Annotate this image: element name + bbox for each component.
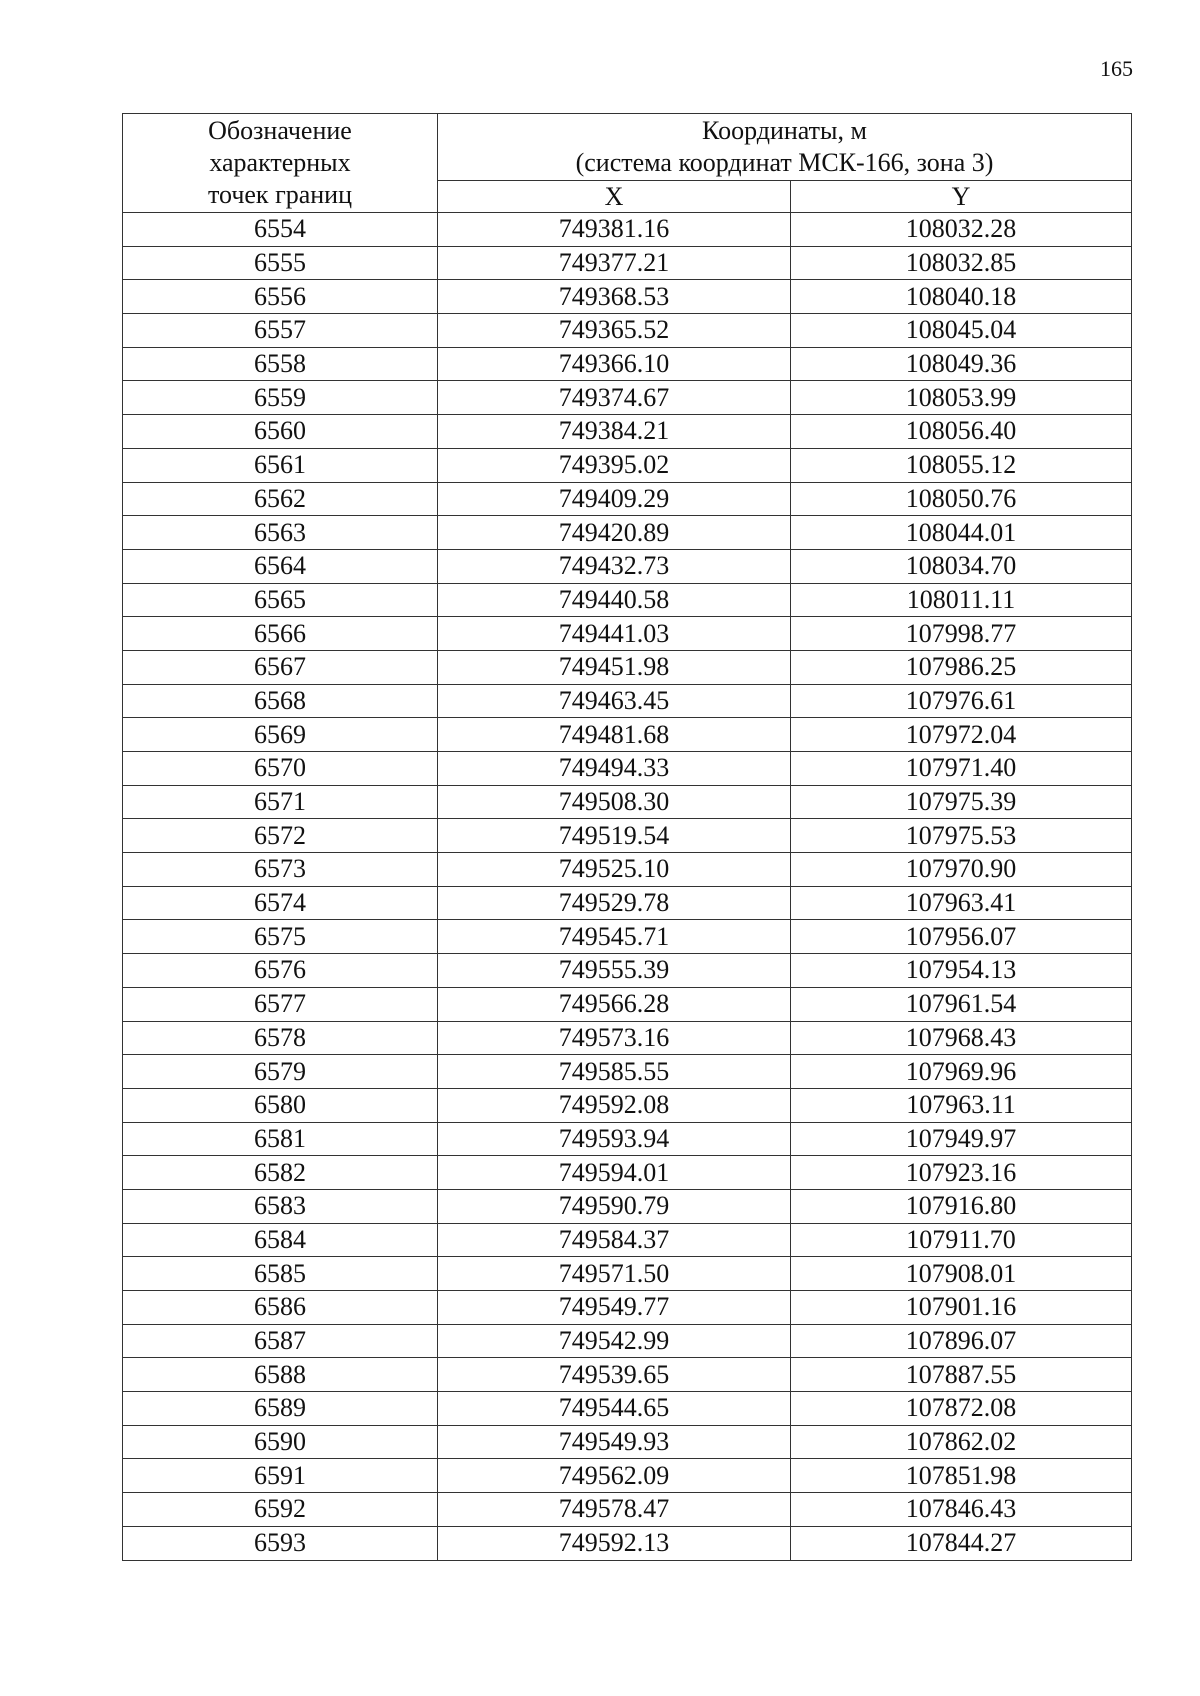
x-coordinate-cell: 749571.50 bbox=[438, 1257, 791, 1291]
x-coordinate-cell: 749549.77 bbox=[438, 1291, 791, 1325]
point-cell: 6580 bbox=[123, 1088, 438, 1122]
y-coordinate-cell: 107975.39 bbox=[791, 785, 1132, 819]
table-row bbox=[123, 987, 1132, 1021]
x-coordinate-cell: 749545.71 bbox=[438, 920, 791, 954]
y-coordinate-cell: 107986.25 bbox=[791, 650, 1132, 684]
table-row bbox=[123, 920, 1132, 954]
point-cell: 6564 bbox=[123, 549, 438, 583]
table-row bbox=[123, 785, 1132, 819]
y-coordinate-cell: 107961.54 bbox=[791, 987, 1132, 1021]
y-coordinate-cell: 107916.80 bbox=[791, 1189, 1132, 1223]
table-row bbox=[123, 1459, 1132, 1493]
table-row bbox=[123, 516, 1132, 550]
y-coordinate-cell: 107844.27 bbox=[791, 1526, 1132, 1560]
point-cell: 6573 bbox=[123, 853, 438, 887]
y-coordinate-cell: 108011.11 bbox=[791, 583, 1132, 617]
y-coordinate-cell: 107963.11 bbox=[791, 1088, 1132, 1122]
table-row bbox=[123, 1493, 1132, 1527]
point-cell: 6568 bbox=[123, 684, 438, 718]
designation-header-line: точек границ bbox=[207, 180, 353, 209]
x-coordinate-cell: 749585.55 bbox=[438, 1055, 791, 1089]
point-cell: 6569 bbox=[123, 718, 438, 752]
point-cell: 6585 bbox=[123, 1257, 438, 1291]
x-coordinate-cell: 749381.16 bbox=[438, 213, 791, 247]
point-cell: 6570 bbox=[123, 752, 438, 786]
table-row bbox=[123, 1526, 1132, 1560]
coordinates-header bbox=[438, 114, 1132, 181]
y-coordinate-cell: 108034.70 bbox=[791, 549, 1132, 583]
x-coordinate-cell: 749384.21 bbox=[438, 415, 791, 449]
y-coordinate-cell: 107976.61 bbox=[791, 684, 1132, 718]
y-coordinate-cell: 107998.77 bbox=[791, 617, 1132, 651]
table-row bbox=[123, 1324, 1132, 1358]
point-cell: 6593 bbox=[123, 1526, 438, 1560]
y-coordinate-cell: 108050.76 bbox=[791, 482, 1132, 516]
page-number: 165 bbox=[1100, 56, 1133, 81]
designation-header-line: Обозначение bbox=[208, 116, 352, 145]
x-coordinate-cell: 749578.47 bbox=[438, 1493, 791, 1527]
point-cell: 6577 bbox=[123, 987, 438, 1021]
x-coordinate-cell: 749368.53 bbox=[438, 280, 791, 314]
table-row bbox=[123, 482, 1132, 516]
y-coordinate-cell: 107972.04 bbox=[791, 718, 1132, 752]
table-row bbox=[123, 650, 1132, 684]
x-coordinate-cell: 749409.29 bbox=[438, 482, 791, 516]
point-cell: 6589 bbox=[123, 1392, 438, 1426]
y-coordinate-cell: 107887.55 bbox=[791, 1358, 1132, 1392]
table-row bbox=[123, 583, 1132, 617]
x-coordinate-cell: 749592.08 bbox=[438, 1088, 791, 1122]
point-cell: 6561 bbox=[123, 448, 438, 482]
x-coordinate-cell: 749529.78 bbox=[438, 886, 791, 920]
y-coordinate-cell: 107968.43 bbox=[791, 1021, 1132, 1055]
table-row bbox=[123, 1257, 1132, 1291]
point-cell: 6582 bbox=[123, 1156, 438, 1190]
y-coordinate-cell: 107901.16 bbox=[791, 1291, 1132, 1325]
table-row bbox=[123, 1189, 1132, 1223]
point-cell: 6583 bbox=[123, 1189, 438, 1223]
y-coordinate-cell: 108053.99 bbox=[791, 381, 1132, 415]
y-coordinate-cell: 107971.40 bbox=[791, 752, 1132, 786]
y-coordinate-cell: 108056.40 bbox=[791, 415, 1132, 449]
y-coordinate-cell: 107949.97 bbox=[791, 1122, 1132, 1156]
x-coordinate-cell: 749374.67 bbox=[438, 381, 791, 415]
x-coordinate-cell: 749365.52 bbox=[438, 314, 791, 348]
y-coordinate-cell: 108032.85 bbox=[791, 246, 1132, 280]
y-coordinate-cell: 107970.90 bbox=[791, 853, 1132, 887]
x-coordinate-cell: 749481.68 bbox=[438, 718, 791, 752]
point-cell: 6565 bbox=[123, 583, 438, 617]
y-coordinate-cell: 107862.02 bbox=[791, 1425, 1132, 1459]
point-cell: 6556 bbox=[123, 280, 438, 314]
x-coordinate-cell: 749593.94 bbox=[438, 1122, 791, 1156]
x-coordinate-cell: 749441.03 bbox=[438, 617, 791, 651]
y-coordinate-cell: 107954.13 bbox=[791, 954, 1132, 988]
y-coordinate-cell: 107908.01 bbox=[791, 1257, 1132, 1291]
point-cell: 6579 bbox=[123, 1055, 438, 1089]
y-coordinate-cell: 107956.07 bbox=[791, 920, 1132, 954]
x-coordinate-cell: 749395.02 bbox=[438, 448, 791, 482]
x-coordinate-cell: 749366.10 bbox=[438, 347, 791, 381]
table-row bbox=[123, 347, 1132, 381]
table-row bbox=[123, 752, 1132, 786]
x-coordinate-cell: 749590.79 bbox=[438, 1189, 791, 1223]
point-cell: 6574 bbox=[123, 886, 438, 920]
x-coordinate-cell: 749508.30 bbox=[438, 785, 791, 819]
table-row bbox=[123, 1358, 1132, 1392]
y-coordinate-cell: 107846.43 bbox=[791, 1493, 1132, 1527]
point-cell: 6554 bbox=[123, 213, 438, 247]
x-coordinate-cell: 749549.93 bbox=[438, 1425, 791, 1459]
x-coordinate-cell: 749539.65 bbox=[438, 1358, 791, 1392]
x-coordinate-cell: 749494.33 bbox=[438, 752, 791, 786]
point-cell: 6560 bbox=[123, 415, 438, 449]
coordinates-table bbox=[122, 113, 1132, 1561]
x-coordinate-cell: 749555.39 bbox=[438, 954, 791, 988]
x-coordinate-cell: 749432.73 bbox=[438, 549, 791, 583]
table-row bbox=[123, 1122, 1132, 1156]
y-coordinate-cell: 108045.04 bbox=[791, 314, 1132, 348]
x-coordinate-cell: 749440.58 bbox=[438, 583, 791, 617]
point-cell: 6584 bbox=[123, 1223, 438, 1257]
y-column-header: Y bbox=[791, 181, 1132, 213]
x-coordinate-cell: 749566.28 bbox=[438, 987, 791, 1021]
y-coordinate-cell: 107975.53 bbox=[791, 819, 1132, 853]
coordinates-header-line: Координаты, м bbox=[702, 116, 867, 145]
table-row bbox=[123, 549, 1132, 583]
table-row bbox=[123, 246, 1132, 280]
x-coordinate-cell: 749573.16 bbox=[438, 1021, 791, 1055]
table-row bbox=[123, 1425, 1132, 1459]
designation-header-line: характерных bbox=[209, 148, 351, 177]
x-coordinate-cell: 749451.98 bbox=[438, 650, 791, 684]
y-coordinate-cell: 108055.12 bbox=[791, 448, 1132, 482]
table-row bbox=[123, 415, 1132, 449]
point-cell: 6557 bbox=[123, 314, 438, 348]
y-coordinate-cell: 107911.70 bbox=[791, 1223, 1132, 1257]
table-body bbox=[123, 213, 1132, 1561]
point-cell: 6578 bbox=[123, 1021, 438, 1055]
y-coordinate-cell: 107851.98 bbox=[791, 1459, 1132, 1493]
designation-header bbox=[123, 114, 438, 213]
point-cell: 6586 bbox=[123, 1291, 438, 1325]
table-row bbox=[123, 1291, 1132, 1325]
table-row bbox=[123, 1223, 1132, 1257]
table-row bbox=[123, 886, 1132, 920]
y-coordinate-cell: 108040.18 bbox=[791, 280, 1132, 314]
x-coordinate-cell: 749519.54 bbox=[438, 819, 791, 853]
table-row bbox=[123, 381, 1132, 415]
x-coordinate-cell: 749420.89 bbox=[438, 516, 791, 550]
point-cell: 6571 bbox=[123, 785, 438, 819]
y-coordinate-cell: 107969.96 bbox=[791, 1055, 1132, 1089]
table-row bbox=[123, 1021, 1132, 1055]
table-header bbox=[123, 114, 1132, 213]
y-coordinate-cell: 108044.01 bbox=[791, 516, 1132, 550]
table-row bbox=[123, 213, 1132, 247]
x-column-header: X bbox=[438, 181, 791, 213]
table-row bbox=[123, 954, 1132, 988]
table-row bbox=[123, 819, 1132, 853]
x-coordinate-cell: 749544.65 bbox=[438, 1392, 791, 1426]
point-cell: 6590 bbox=[123, 1425, 438, 1459]
point-cell: 6576 bbox=[123, 954, 438, 988]
x-coordinate-cell: 749542.99 bbox=[438, 1324, 791, 1358]
table-row bbox=[123, 853, 1132, 887]
x-coordinate-cell: 749562.09 bbox=[438, 1459, 791, 1493]
point-cell: 6575 bbox=[123, 920, 438, 954]
coordinates-header-line: (система координат МСК-166, зона 3) bbox=[575, 148, 994, 177]
y-coordinate-cell: 108049.36 bbox=[791, 347, 1132, 381]
table-row bbox=[123, 1055, 1132, 1089]
point-cell: 6592 bbox=[123, 1493, 438, 1527]
point-cell: 6559 bbox=[123, 381, 438, 415]
table-row bbox=[123, 1156, 1132, 1190]
table-row bbox=[123, 314, 1132, 348]
table-row bbox=[123, 718, 1132, 752]
point-cell: 6558 bbox=[123, 347, 438, 381]
table-row bbox=[123, 684, 1132, 718]
x-coordinate-cell: 749377.21 bbox=[438, 246, 791, 280]
x-coordinate-cell: 749594.01 bbox=[438, 1156, 791, 1190]
table-row bbox=[123, 617, 1132, 651]
y-coordinate-cell: 108032.28 bbox=[791, 213, 1132, 247]
point-cell: 6572 bbox=[123, 819, 438, 853]
point-cell: 6567 bbox=[123, 650, 438, 684]
x-coordinate-cell: 749463.45 bbox=[438, 684, 791, 718]
point-cell: 6581 bbox=[123, 1122, 438, 1156]
y-coordinate-cell: 107872.08 bbox=[791, 1392, 1132, 1426]
table-row bbox=[123, 280, 1132, 314]
point-cell: 6587 bbox=[123, 1324, 438, 1358]
point-cell: 6591 bbox=[123, 1459, 438, 1493]
y-coordinate-cell: 107896.07 bbox=[791, 1324, 1132, 1358]
point-cell: 6555 bbox=[123, 246, 438, 280]
table-row bbox=[123, 448, 1132, 482]
x-coordinate-cell: 749525.10 bbox=[438, 853, 791, 887]
x-coordinate-cell: 749584.37 bbox=[438, 1223, 791, 1257]
y-coordinate-cell: 107963.41 bbox=[791, 886, 1132, 920]
point-cell: 6563 bbox=[123, 516, 438, 550]
x-coordinate-cell: 749592.13 bbox=[438, 1526, 791, 1560]
table-row bbox=[123, 1088, 1132, 1122]
y-coordinate-cell: 107923.16 bbox=[791, 1156, 1132, 1190]
table-row bbox=[123, 1392, 1132, 1426]
point-cell: 6562 bbox=[123, 482, 438, 516]
point-cell: 6588 bbox=[123, 1358, 438, 1392]
point-cell: 6566 bbox=[123, 617, 438, 651]
